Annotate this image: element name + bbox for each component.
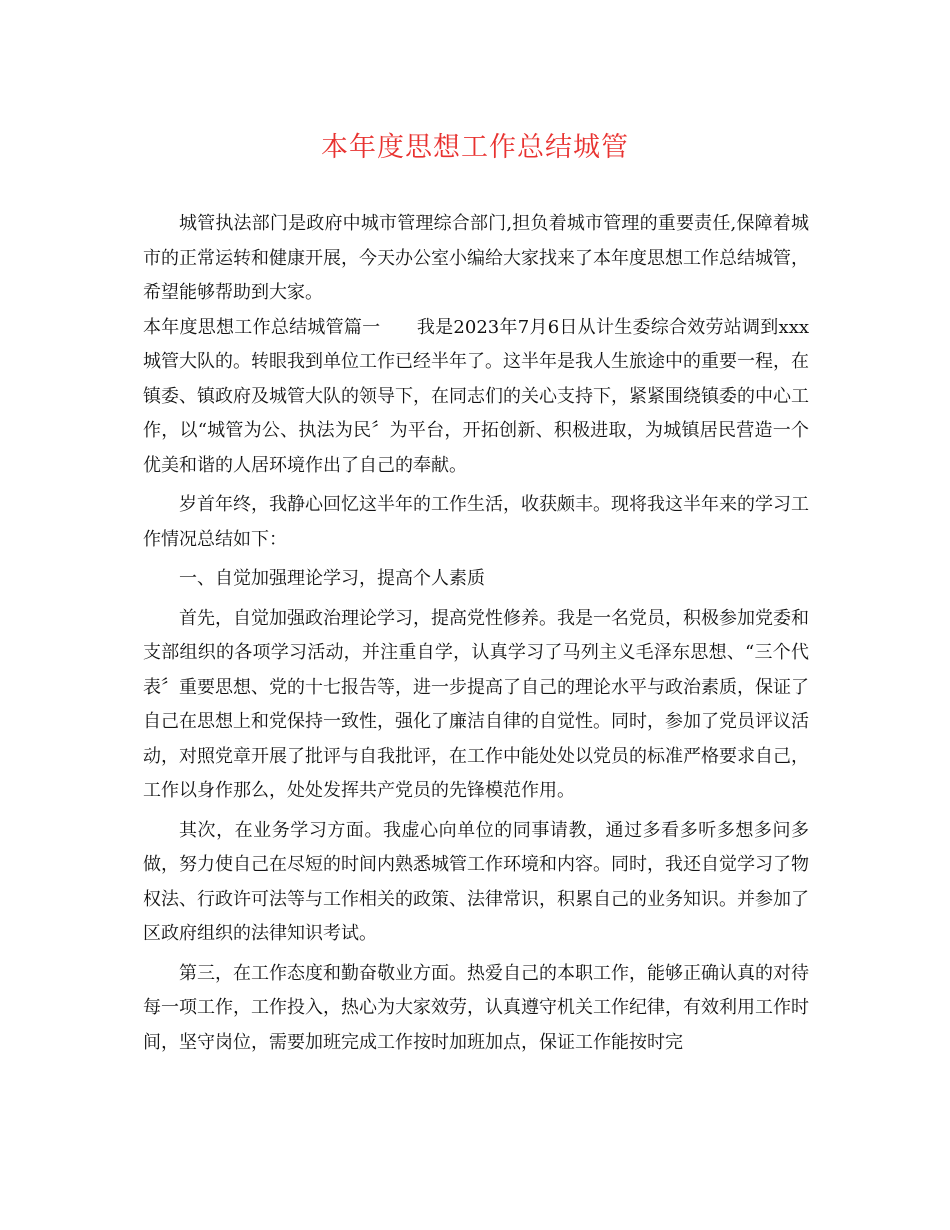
section-heading-theory-study: 一、自觉加强理论学习，提高个人素质 <box>179 568 485 589</box>
section-one-opening-paragraph: 本年度思想工作总结城管篇一 我是2023年7月6日从计生委综合效劳站调到xxx城管大队的。转眼我到单位工作已经半年了。这半年是我人生旅途中的重要一程，在镇委、镇政府及城管大队的领导下，在同志们的关心支持下，紧紧围绕镇委的中心工作，以“城管为公、执法为民〞为平台，开拓创新、积极进取，为城镇居民营造一个优美和谐的人居环境作出了自己的奉献。 <box>143 316 809 476</box>
intro-paragraph: 城管执法部门是政府中城市管理综合部门,担负着城市管理的重要责任,保障着城市的正常运转和健康开展，今天办公室小编给大家找来了本年度思想工作总结城管，希望能够帮助到大家。 <box>143 213 809 303</box>
document-title: 本年度思想工作总结城管 <box>321 132 629 163</box>
work-attitude-paragraph: 第三，在工作态度和勤奋敬业方面。热爱自己的本职工作，能够正确认真的对待每一项工作，工作投入，热心为大家效劳，认真遵守机关工作纪律，有效利用工作时间，坚守岗位，需要加班完成工作按时加班加点，保证工作能按时完 <box>143 962 809 1053</box>
political-study-paragraph: 首先，自觉加强政治理论学习，提高党性修养。我是一名党员，积极参加党委和支部组织的各项学习活动，并注重自学，认真学习了马列主义毛泽东思想、“三个代表〞重要思想、党的十七报告等，进一步提高了自己的理论水平与政治素质，保证了自己在思想上和党保持一致性，强化了廉洁自律的自觉性。同时，参加了党员评议活动，对照党章开展了批评与自我批评，在工作中能处处以党员的标准严格要求自己，工作以身作那么，处处发挥共产党员的先锋模范作用。 <box>143 607 809 801</box>
document-body <box>143 207 809 1060</box>
summary-intro-paragraph: 岁首年终，我静心回忆这半年的工作生活，收获颇丰。现将我这半年来的学习工作情况总结如下： <box>143 494 809 550</box>
business-study-paragraph: 其次，在业务学习方面。我虚心向单位的同事请教，通过多看多听多想多问多做，努力使自己在尽短的时间内熟悉城管工作环境和内容。同时，我还自觉学习了物权法、行政许可法等与工作相关的政策、法律常识，积累自己的业务知识。并参加了区政府组织的法律知识考试。 <box>143 819 809 944</box>
